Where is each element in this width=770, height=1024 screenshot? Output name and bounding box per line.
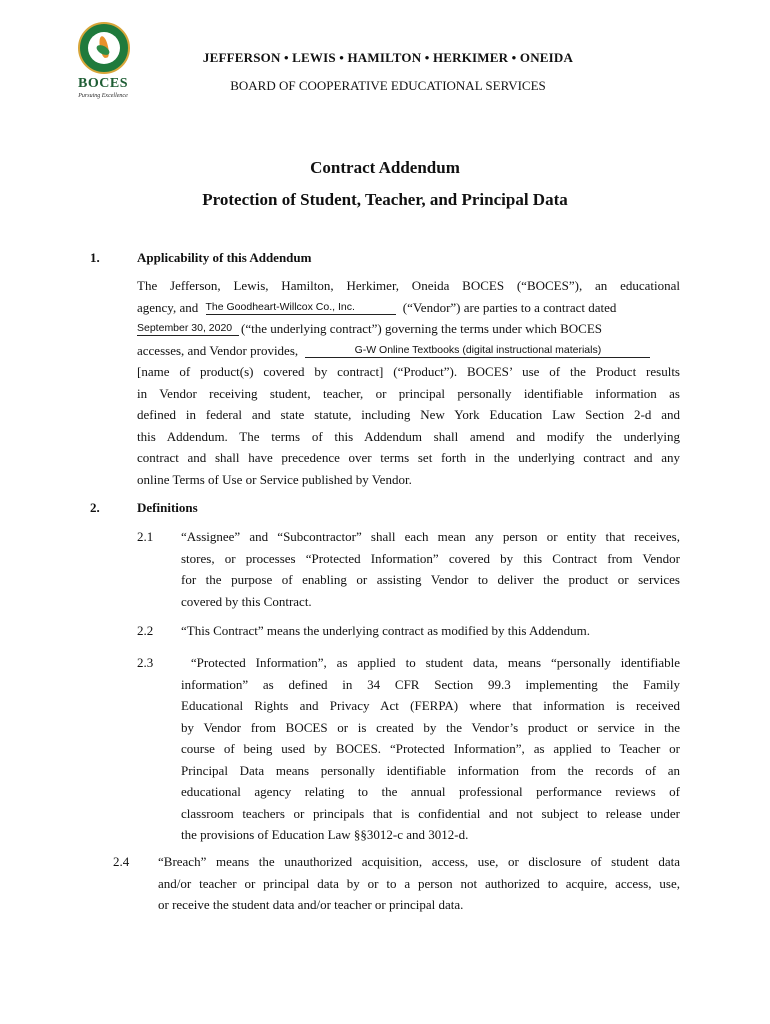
document-title: Contract Addendum — [310, 158, 460, 177]
boces-logo — [72, 22, 134, 104]
text-line: course of being used by BOCES. “Protected Information”, as applied to Teacher or — [181, 741, 680, 756]
text-line: or receive the student data and/or teacher or principal data. — [158, 897, 464, 912]
text-line: “Breach” means the unauthorized acquisition, access, use, or disclosure of student data — [158, 854, 680, 869]
text-line: contract and shall have precedence over terms set forth in the underlying contract and any — [137, 450, 680, 465]
text-span: agency, and — [137, 299, 199, 315]
section-1-number: 1. — [90, 250, 100, 265]
text-line: by Vendor from BOCES or is created by the Vendor’s product or service in the — [181, 719, 680, 735]
text-line: The Jefferson, Lewis, Hamilton, Herkimer, Oneida BOCES (“BOCES”), an educational — [137, 278, 680, 293]
text-span: accesses, and Vendor provides, — [137, 342, 299, 358]
section-2-heading: Definitions — [137, 500, 198, 515]
text-line: and/or teacher or principal data by or to a person not authorized to acquire, access, use, — [158, 875, 680, 891]
text-line — [137, 318, 680, 340]
text-line: “This Contract” means the underlying contract as modified by this Addendum. — [181, 623, 591, 638]
text-line: educational agency relating to the annual professional performance reviews of — [181, 784, 680, 799]
section-1-body — [137, 275, 680, 490]
logo-wordmark: BOCES — [78, 76, 128, 91]
text-line: “Protected Information”, as applied to student data, means “personally identifiable — [181, 655, 680, 670]
section-1-heading: Applicability of this Addendum — [137, 250, 312, 265]
text-line: Principal Data means personally identifiable information from the records of an — [181, 762, 680, 778]
definition-2-1-number: 2.1 — [137, 529, 154, 544]
text-span: (“the underlying contract”) governing the terms under which BOCES — [241, 321, 603, 336]
contract-date-field[interactable]: September 30, 2020 — [137, 321, 239, 336]
document-subtitle: Protection of Student, Teacher, and Principal Data — [202, 190, 568, 209]
text-line: in Vendor receiving student, teacher, or principal personally identifiable information as — [137, 385, 680, 401]
header-counties: JEFFERSON • LEWIS • HAMILTON • HERKIMER • ONEIDA — [202, 50, 574, 65]
definition-2-1-body — [181, 526, 680, 612]
text-line: information” as defined in 34 CFR Section 99.3 implementing the Family — [181, 676, 680, 692]
text-line: covered by this Contract. — [181, 593, 312, 609]
product-name-field[interactable]: G-W Online Textbooks (digital instructional materials) — [305, 343, 650, 358]
text-line: stores, or processes “Protected Information” covered by this Contract from Vendor — [181, 550, 680, 566]
definition-2-4-number: 2.4 — [113, 854, 130, 869]
text-line — [137, 340, 680, 362]
text-line: the provisions of Education Law §§3012-c and 3012-d. — [181, 827, 469, 842]
text-span: (“Vendor”) are parties to a contract dated — [402, 299, 617, 315]
section-2-number: 2. — [90, 500, 100, 515]
definition-2-3-number: 2.3 — [137, 655, 154, 670]
logo-tagline: Pursuing Excellence — [78, 93, 128, 99]
text-line: Educational Rights and Privacy Act (FERPA) where that information is received — [181, 698, 680, 713]
text-line — [137, 297, 680, 319]
text-line: online Terms of Use or Service published by Vendor. — [137, 471, 412, 487]
text-line: for the purpose of enabling or assisting Vendor to deliver the product or services — [181, 572, 680, 587]
definition-2-2-number: 2.2 — [137, 623, 154, 638]
text-line: defined in federal and state statute, including New York Education Law Section 2-d and — [137, 407, 680, 422]
definition-2-3-body — [181, 652, 680, 846]
logo-emblem-icon — [78, 22, 130, 74]
definition-2-2-body — [181, 620, 680, 642]
text-line: [name of product(s) covered by contract] (“Product”). BOCES’ use of the Product results — [137, 364, 680, 379]
text-line: this Addendum. The terms of this Addendum shall amend and modify the underlying — [137, 428, 680, 444]
definition-2-4-body — [158, 851, 680, 916]
text-line: “Assignee” and “Subcontractor” shall each mean any person or entity that receives, — [181, 529, 680, 544]
header-organization: BOARD OF COOPERATIVE EDUCATIONAL SERVICES — [230, 78, 546, 93]
text-line: classroom teachers or principals that is confidential and not subject to release under — [181, 805, 680, 821]
vendor-name-field[interactable]: The Goodheart-Willcox Co., Inc. — [206, 300, 396, 315]
